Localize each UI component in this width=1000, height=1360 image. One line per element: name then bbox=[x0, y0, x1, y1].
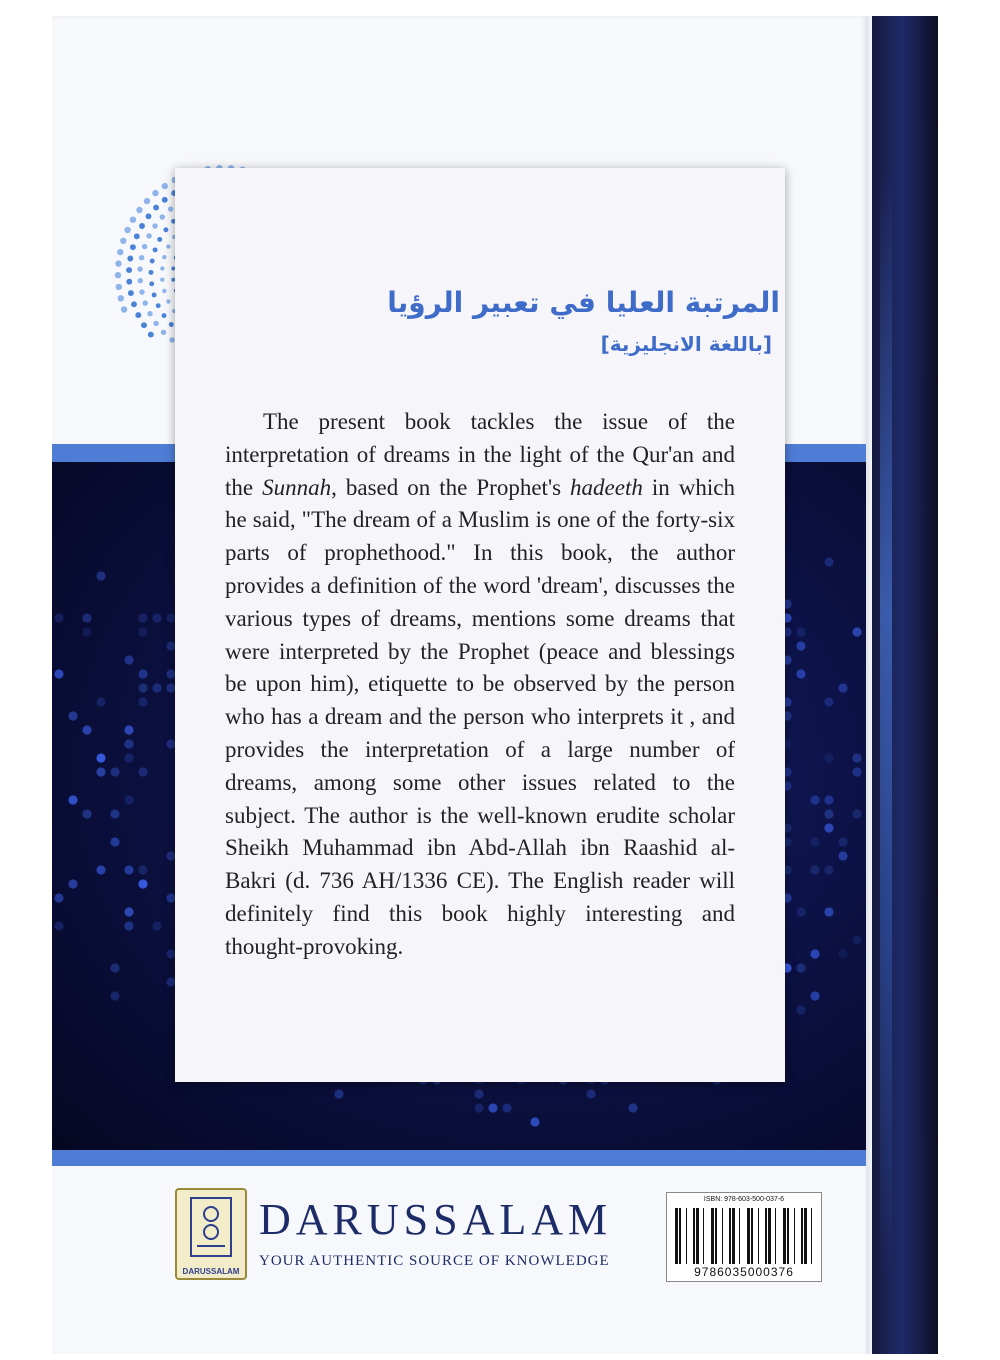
logo-label: DARUSSALAM bbox=[182, 1267, 240, 1276]
publisher-logo bbox=[175, 1188, 247, 1280]
publisher-name: DARUSSALAM bbox=[259, 1195, 613, 1244]
book-back-cover bbox=[52, 16, 938, 1354]
logo-emblem-icon bbox=[177, 1192, 245, 1264]
barcode-bars bbox=[673, 1208, 815, 1264]
arabic-title: المرتبة العليا في تعبير الرؤيا bbox=[387, 286, 780, 319]
description-text-2: , based on the Prophet's bbox=[331, 474, 571, 500]
publisher-footer bbox=[52, 1166, 866, 1354]
barcode bbox=[666, 1192, 822, 1282]
book-spine bbox=[872, 16, 938, 1354]
arabic-subtitle: [باللغة الانجليزية] bbox=[600, 332, 772, 356]
cover-surface bbox=[52, 16, 866, 1354]
publisher-tagline: YOUR AUTHENTIC SOURCE OF KNOWLEDGE bbox=[259, 1253, 610, 1269]
isbn-number: 9786035000376 bbox=[694, 1265, 794, 1279]
isbn-label: ISBN: 978-603-500-037-6 bbox=[703, 1196, 785, 1203]
description-text-3: in which he said, "The dream of a Muslim is one of the forty-six parts of prophethood." In this book, the author provides a definition of the word 'dream', discusses the various types of dreams, mentions some dreams that were interpreted by the Prophet (peace and blessings be upon him), etiquette to be observed by the person who has a dream and the person who interprets it , and provides the interpretation of a large number of dreams, among some other issues related to the subject. The author is the well-known erudite scholar Sheikh Muhammad ibn Abd-Allah ibn Raashid al-Bakri (d. 736 AH/1336 CE). The English reader will definitely find this book highly interesting and thought-provoking. bbox=[225, 474, 735, 959]
description-italic-2: hadeeth bbox=[570, 474, 643, 500]
band-bottom-stripe bbox=[52, 1150, 866, 1166]
spine-glow bbox=[880, 166, 892, 1286]
panel-content bbox=[175, 168, 785, 1082]
description-italic-1: Sunnah bbox=[262, 474, 332, 500]
description-text-1: The present book tackles the issue of the interpretation of dreams in the light of the Qur'an and the bbox=[225, 409, 735, 500]
book-description bbox=[225, 406, 735, 964]
